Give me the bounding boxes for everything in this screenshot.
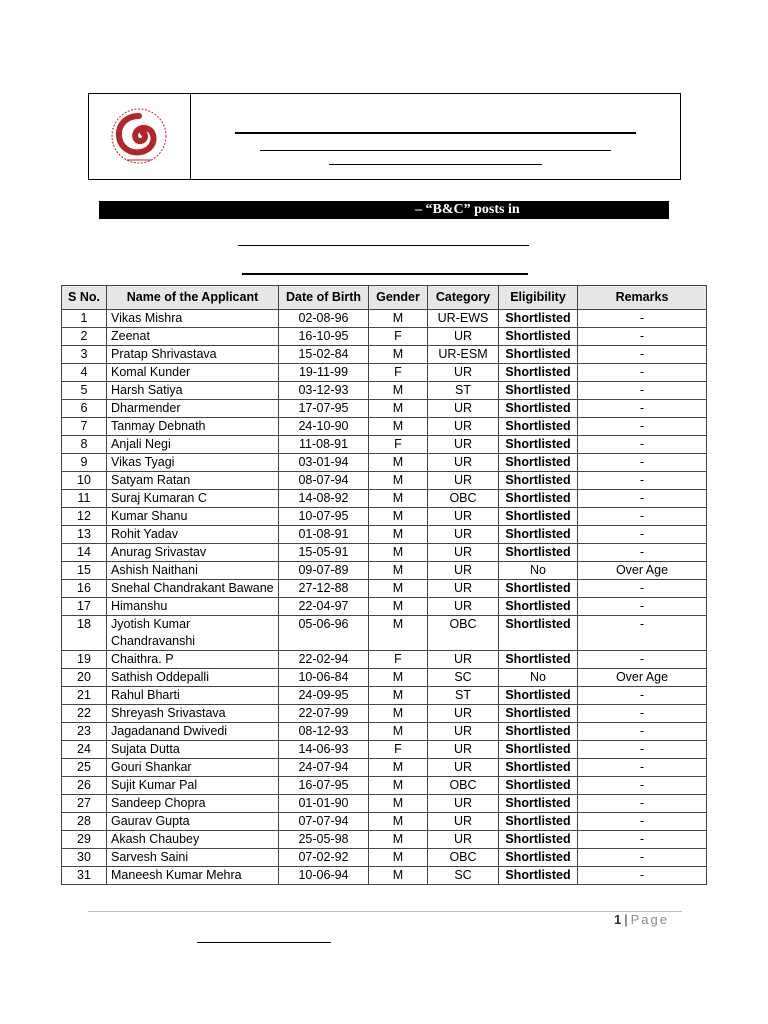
cell-sno: 21 (62, 687, 107, 705)
cell-applicant-name: Jagadanand Dwivedi (107, 723, 279, 741)
col-header-gender: Gender (369, 286, 428, 310)
cell-date-of-birth: 10-06-84 (279, 669, 369, 687)
cell-remarks: - (578, 687, 707, 705)
cell-sno: 31 (62, 867, 107, 885)
cell-applicant-name: Maneesh Kumar Mehra (107, 867, 279, 885)
cell-eligibility: Shortlisted (499, 598, 578, 616)
cell-remarks: - (578, 472, 707, 490)
cell-sno: 22 (62, 705, 107, 723)
cell-eligibility: Shortlisted (499, 831, 578, 849)
cell-sno: 8 (62, 436, 107, 454)
cell-applicant-name: Komal Kunder (107, 364, 279, 382)
cell-category: UR (428, 813, 499, 831)
cell-applicant-name: Suraj Kumaran C (107, 490, 279, 508)
cell-gender: M (369, 490, 428, 508)
letterhead-box (88, 93, 681, 180)
cell-date-of-birth: 07-07-94 (279, 813, 369, 831)
cell-gender: M (369, 687, 428, 705)
cell-eligibility: Shortlisted (499, 687, 578, 705)
cell-applicant-name: Dharmender (107, 400, 279, 418)
cell-applicant-name: Zeenat (107, 328, 279, 346)
cell-date-of-birth: 11-08-91 (279, 436, 369, 454)
table-row (62, 310, 707, 328)
cell-remarks: - (578, 544, 707, 562)
cell-date-of-birth: 22-07-99 (279, 705, 369, 723)
table-row (62, 795, 707, 813)
cell-eligibility: Shortlisted (499, 328, 578, 346)
cell-remarks: - (578, 598, 707, 616)
cell-category: UR-ESM (428, 346, 499, 364)
page-separator: | (624, 912, 628, 927)
cell-date-of-birth: 17-07-95 (279, 400, 369, 418)
cell-eligibility: Shortlisted (499, 454, 578, 472)
col-header-sno: S No. (62, 286, 107, 310)
cell-date-of-birth: 16-07-95 (279, 777, 369, 795)
table-row (62, 382, 707, 400)
cell-category: UR (428, 364, 499, 382)
table-row (62, 562, 707, 580)
cell-remarks: - (578, 418, 707, 436)
cell-remarks: - (578, 831, 707, 849)
cell-gender: M (369, 508, 428, 526)
table-row (62, 759, 707, 777)
cell-date-of-birth: 24-09-95 (279, 687, 369, 705)
cell-eligibility: Shortlisted (499, 400, 578, 418)
cell-date-of-birth: 10-07-95 (279, 508, 369, 526)
cell-remarks: Over Age (578, 562, 707, 580)
cell-category: UR (428, 580, 499, 598)
cell-eligibility: Shortlisted (499, 723, 578, 741)
cell-sno: 29 (62, 831, 107, 849)
cell-gender: M (369, 777, 428, 795)
cell-applicant-name: Sujit Kumar Pal (107, 777, 279, 795)
cell-sno: 2 (62, 328, 107, 346)
notice-banner (99, 201, 669, 219)
cell-date-of-birth: 05-06-96 (279, 616, 369, 651)
cell-eligibility: Shortlisted (499, 508, 578, 526)
cell-remarks: - (578, 436, 707, 454)
cell-category: UR (428, 526, 499, 544)
cell-sno: 26 (62, 777, 107, 795)
cell-applicant-name: Chaithra. P (107, 651, 279, 669)
cell-applicant-name: Shreyash Srivastava (107, 705, 279, 723)
cell-eligibility: Shortlisted (499, 867, 578, 885)
redacted-heading-line (242, 273, 528, 275)
cell-category: SC (428, 669, 499, 687)
table-row (62, 346, 707, 364)
cell-date-of-birth: 09-07-89 (279, 562, 369, 580)
cell-eligibility: Shortlisted (499, 346, 578, 364)
table-row (62, 544, 707, 562)
cell-gender: F (369, 741, 428, 759)
cell-date-of-birth: 14-08-92 (279, 490, 369, 508)
cell-eligibility: Shortlisted (499, 310, 578, 328)
cell-sno: 23 (62, 723, 107, 741)
cell-applicant-name: Satyam Ratan (107, 472, 279, 490)
cell-applicant-name: Rahul Bharti (107, 687, 279, 705)
cell-date-of-birth: 24-10-90 (279, 418, 369, 436)
cell-applicant-name: Anjali Negi (107, 436, 279, 454)
cell-remarks: - (578, 310, 707, 328)
cell-category: UR (428, 741, 499, 759)
cell-sno: 14 (62, 544, 107, 562)
cell-remarks: - (578, 580, 707, 598)
cell-applicant-name: Harsh Satiya (107, 382, 279, 400)
cell-gender: M (369, 669, 428, 687)
cell-applicant-name: Gouri Shankar (107, 759, 279, 777)
cell-sno: 11 (62, 490, 107, 508)
table-row (62, 580, 707, 598)
cell-eligibility: Shortlisted (499, 418, 578, 436)
cell-date-of-birth: 08-12-93 (279, 723, 369, 741)
cell-gender: M (369, 795, 428, 813)
table-row (62, 364, 707, 382)
cell-remarks: - (578, 651, 707, 669)
signature-line (197, 942, 331, 943)
cell-remarks: Over Age (578, 669, 707, 687)
cell-sno: 9 (62, 454, 107, 472)
cell-category: UR (428, 598, 499, 616)
cell-category: UR (428, 508, 499, 526)
page-label: Page (630, 912, 669, 927)
cell-date-of-birth: 27-12-88 (279, 580, 369, 598)
cell-date-of-birth: 03-01-94 (279, 454, 369, 472)
cell-category: UR (428, 328, 499, 346)
cell-category: UR (428, 436, 499, 454)
cell-sno: 16 (62, 580, 107, 598)
cell-gender: M (369, 813, 428, 831)
table-row (62, 705, 707, 723)
cell-date-of-birth: 14-06-93 (279, 741, 369, 759)
cell-eligibility: Shortlisted (499, 849, 578, 867)
cell-gender: M (369, 831, 428, 849)
cell-date-of-birth: 25-05-98 (279, 831, 369, 849)
cell-remarks: - (578, 346, 707, 364)
col-header-eligibility: Eligibility (499, 286, 578, 310)
col-header-remarks: Remarks (578, 286, 707, 310)
cell-date-of-birth: 01-08-91 (279, 526, 369, 544)
cell-eligibility: Shortlisted (499, 364, 578, 382)
cell-category: OBC (428, 616, 499, 651)
cell-gender: F (369, 651, 428, 669)
cell-applicant-name: Akash Chaubey (107, 831, 279, 849)
cell-sno: 28 (62, 813, 107, 831)
cell-remarks: - (578, 777, 707, 795)
cell-gender: M (369, 849, 428, 867)
cell-gender: M (369, 526, 428, 544)
cell-remarks: - (578, 741, 707, 759)
cell-eligibility: Shortlisted (499, 777, 578, 795)
cell-sno: 30 (62, 849, 107, 867)
cell-gender: F (369, 436, 428, 454)
cell-remarks: - (578, 526, 707, 544)
cell-gender: M (369, 310, 428, 328)
cell-gender: M (369, 616, 428, 651)
cell-remarks: - (578, 490, 707, 508)
redacted-subtitle-line (260, 150, 611, 151)
table-row (62, 328, 707, 346)
cell-gender: M (369, 705, 428, 723)
cell-sno: 15 (62, 562, 107, 580)
cell-eligibility: Shortlisted (499, 436, 578, 454)
cell-remarks: - (578, 454, 707, 472)
cell-eligibility: Shortlisted (499, 651, 578, 669)
col-header-category: Category (428, 286, 499, 310)
cell-category: UR (428, 795, 499, 813)
table-body (62, 310, 707, 885)
cell-eligibility: Shortlisted (499, 382, 578, 400)
cell-applicant-name: Snehal Chandrakant Bawane (107, 580, 279, 598)
cell-sno: 12 (62, 508, 107, 526)
table-row (62, 669, 707, 687)
cell-category: UR-EWS (428, 310, 499, 328)
table-row (62, 849, 707, 867)
cell-category: UR (428, 418, 499, 436)
cell-category: UR (428, 454, 499, 472)
table-row (62, 454, 707, 472)
table-row (62, 813, 707, 831)
cell-sno: 5 (62, 382, 107, 400)
cell-sno: 4 (62, 364, 107, 382)
cell-gender: M (369, 382, 428, 400)
cell-gender: M (369, 723, 428, 741)
cell-eligibility: Shortlisted (499, 472, 578, 490)
cell-applicant-name: Himanshu (107, 598, 279, 616)
cell-applicant-name: Rohit Yadav (107, 526, 279, 544)
cell-gender: M (369, 400, 428, 418)
cell-sno: 18 (62, 616, 107, 651)
cell-remarks: - (578, 795, 707, 813)
cell-applicant-name: Jyotish Kumar Chandravanshi (107, 616, 279, 651)
cell-gender: F (369, 328, 428, 346)
cell-date-of-birth: 15-02-84 (279, 346, 369, 364)
cell-sno: 27 (62, 795, 107, 813)
table-row (62, 436, 707, 454)
cell-applicant-name: Pratap Shrivastava (107, 346, 279, 364)
cell-eligibility: Shortlisted (499, 616, 578, 651)
cell-applicant-name: Sujata Dutta (107, 741, 279, 759)
cell-applicant-name: Anurag Srivastav (107, 544, 279, 562)
cell-date-of-birth: 15-05-91 (279, 544, 369, 562)
cell-date-of-birth: 16-10-95 (279, 328, 369, 346)
cell-gender: M (369, 580, 428, 598)
cell-sno: 7 (62, 418, 107, 436)
cell-sno: 24 (62, 741, 107, 759)
cell-category: UR (428, 544, 499, 562)
cell-applicant-name: Sarvesh Saini (107, 849, 279, 867)
cell-sno: 19 (62, 651, 107, 669)
cell-category: OBC (428, 777, 499, 795)
cell-gender: M (369, 562, 428, 580)
cell-category: OBC (428, 490, 499, 508)
cell-category: UR (428, 705, 499, 723)
cell-eligibility: Shortlisted (499, 759, 578, 777)
cell-eligibility: Shortlisted (499, 795, 578, 813)
cell-gender: F (369, 364, 428, 382)
cell-remarks: - (578, 705, 707, 723)
table-row (62, 508, 707, 526)
cell-eligibility: Shortlisted (499, 705, 578, 723)
table-header-row (62, 286, 707, 310)
cell-remarks: - (578, 508, 707, 526)
cell-remarks: - (578, 382, 707, 400)
cell-eligibility: Shortlisted (499, 490, 578, 508)
cell-applicant-name: Tanmay Debnath (107, 418, 279, 436)
redacted-title-line (235, 132, 636, 134)
applicants-table (61, 285, 707, 885)
table-row (62, 616, 707, 651)
col-header-dob: Date of Birth (279, 286, 369, 310)
cell-date-of-birth: 10-06-94 (279, 867, 369, 885)
logo-cell (89, 94, 191, 179)
cell-gender: M (369, 472, 428, 490)
cell-applicant-name: Vikas Tyagi (107, 454, 279, 472)
organisation-logo (103, 104, 175, 170)
cell-category: UR (428, 759, 499, 777)
cell-sno: 13 (62, 526, 107, 544)
table-row (62, 867, 707, 885)
cell-gender: M (369, 867, 428, 885)
cell-gender: M (369, 759, 428, 777)
cell-gender: M (369, 346, 428, 364)
cell-eligibility: Shortlisted (499, 544, 578, 562)
table-row (62, 687, 707, 705)
table-row (62, 490, 707, 508)
cell-sno: 3 (62, 346, 107, 364)
cell-remarks: - (578, 400, 707, 418)
cell-remarks: - (578, 723, 707, 741)
cell-gender: M (369, 544, 428, 562)
cell-remarks: - (578, 867, 707, 885)
table-row (62, 472, 707, 490)
cell-date-of-birth: 07-02-92 (279, 849, 369, 867)
cell-category: UR (428, 562, 499, 580)
cell-date-of-birth: 01-01-90 (279, 795, 369, 813)
banner-text: – “B&C” posts in (415, 202, 520, 217)
cell-gender: M (369, 454, 428, 472)
footer-rule (88, 911, 682, 912)
cell-remarks: - (578, 616, 707, 651)
redacted-address-line (329, 164, 542, 165)
page-number-value: 1 (614, 912, 622, 927)
cell-eligibility: No (499, 669, 578, 687)
cell-date-of-birth: 08-07-94 (279, 472, 369, 490)
cell-applicant-name: Kumar Shanu (107, 508, 279, 526)
table-row (62, 723, 707, 741)
cell-sno: 10 (62, 472, 107, 490)
cell-category: ST (428, 687, 499, 705)
cell-category: UR (428, 400, 499, 418)
cell-category: OBC (428, 849, 499, 867)
table-row (62, 651, 707, 669)
cell-sno: 6 (62, 400, 107, 418)
cell-eligibility: No (499, 562, 578, 580)
cell-eligibility: Shortlisted (499, 580, 578, 598)
cell-sno: 20 (62, 669, 107, 687)
cell-applicant-name: Ashish Naithani (107, 562, 279, 580)
col-header-name: Name of the Applicant (107, 286, 279, 310)
table-row (62, 777, 707, 795)
cell-eligibility: Shortlisted (499, 813, 578, 831)
cell-sno: 25 (62, 759, 107, 777)
cell-category: ST (428, 382, 499, 400)
cell-date-of-birth: 22-04-97 (279, 598, 369, 616)
cell-category: UR (428, 831, 499, 849)
table-row (62, 831, 707, 849)
cell-applicant-name: Sathish Oddepalli (107, 669, 279, 687)
cell-eligibility: Shortlisted (499, 526, 578, 544)
cell-gender: M (369, 418, 428, 436)
cell-gender: M (369, 598, 428, 616)
cell-sno: 1 (62, 310, 107, 328)
redacted-heading-line (238, 245, 529, 246)
cell-category: UR (428, 472, 499, 490)
table-row (62, 526, 707, 544)
cell-remarks: - (578, 849, 707, 867)
table-row (62, 418, 707, 436)
table-row (62, 741, 707, 759)
cell-eligibility: Shortlisted (499, 741, 578, 759)
cell-date-of-birth: 03-12-93 (279, 382, 369, 400)
cell-date-of-birth: 02-08-96 (279, 310, 369, 328)
cell-date-of-birth: 22-02-94 (279, 651, 369, 669)
cell-applicant-name: Vikas Mishra (107, 310, 279, 328)
cell-category: UR (428, 723, 499, 741)
cell-remarks: - (578, 328, 707, 346)
cell-date-of-birth: 24-07-94 (279, 759, 369, 777)
cell-remarks: - (578, 364, 707, 382)
cell-applicant-name: Sandeep Chopra (107, 795, 279, 813)
cell-applicant-name: Gaurav Gupta (107, 813, 279, 831)
page-number (614, 912, 669, 927)
cell-remarks: - (578, 759, 707, 777)
table-row (62, 598, 707, 616)
cell-sno: 17 (62, 598, 107, 616)
cell-remarks: - (578, 813, 707, 831)
table-row (62, 400, 707, 418)
cell-category: SC (428, 867, 499, 885)
cell-category: UR (428, 651, 499, 669)
cell-date-of-birth: 19-11-99 (279, 364, 369, 382)
